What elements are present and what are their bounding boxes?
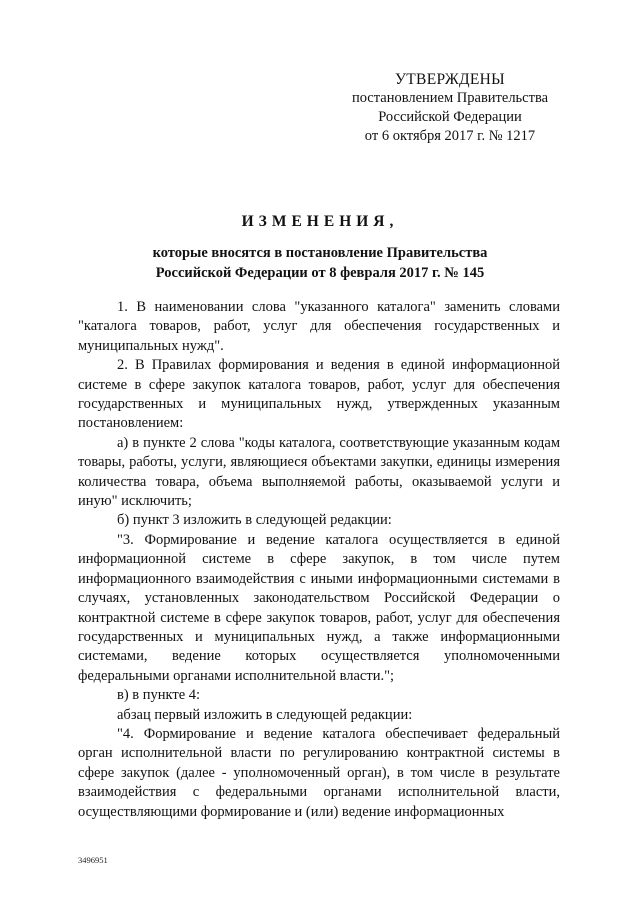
paragraph: "3. Формирование и ведение каталога осуществляется в единой информационной системе в сфере закупок, в том числе путем информационного взаимодействия с иными информационными системами в случаях, установленных законодательством Российской Федерации о контрактной системе в сфере закупок товаров, работ, услуг для обеспечения государственных и муниципальных нужд, а также информационными системами, ведение которых осуществляется уполномоченными федеральными органами исполнительной власти."; — [78, 531, 560, 684]
approval-heading: УТВЕРЖДЕНЫ — [395, 71, 505, 88]
document-id: 3496951 — [78, 855, 108, 865]
paragraph: абзац первый изложить в следующей редакции: — [117, 706, 413, 723]
paragraph: а) в пункте 2 слова "коды каталога, соответствующие указанным кодам товары, работы, услуги, являющиеся объектами закупки, единицы измерения количества товара, объема выполняемой работы, оказываемой услуги и иную" исключить; — [78, 434, 560, 510]
paragraph: в) в пункте 4: — [117, 687, 201, 704]
paragraph: б) пункт 3 изложить в следующей редакции: — [117, 512, 392, 529]
approval-line-decree: постановлением Правительства — [351, 90, 549, 106]
paragraph: 1. В наименовании слова "указанного каталога" заменить словами "каталога товаров, работ, услуг для обеспечения государственных и муниципальных нужд". — [78, 299, 560, 354]
approval-line-date: от 6 октября 2017 г. № 1217 — [364, 128, 536, 144]
document-body — [78, 298, 560, 822]
approval-block — [330, 70, 570, 146]
title-heading: ИЗМЕНЕНИЯ, — [241, 213, 399, 230]
approval-line-federation: Российской Федерации — [378, 109, 522, 125]
title-subtitle-line2: Российской Федерации от 8 февраля 2017 г. № 145 — [155, 265, 485, 281]
document-title — [78, 212, 562, 283]
paragraph: 2. В Правилах формирования и ведения в единой информационной системе в сфере закупок каталога товаров, работ, услуг для обеспечения государственных и муниципальных нужд, утвержденных указанным постановлением: — [78, 357, 560, 432]
paragraph: "4. Формирование и ведение каталога обеспечивает федеральный орган исполнительной власти по регулированию контрактной системы в сфере закупок (далее - уполномоченный орган), в том числе в результате взаимодействия с федеральными органами исполнительной власти, осуществляющими формирование и (или) ведение информационных — [78, 725, 560, 820]
title-subtitle-line1: которые вносятся в постановление Правительства — [152, 245, 488, 261]
